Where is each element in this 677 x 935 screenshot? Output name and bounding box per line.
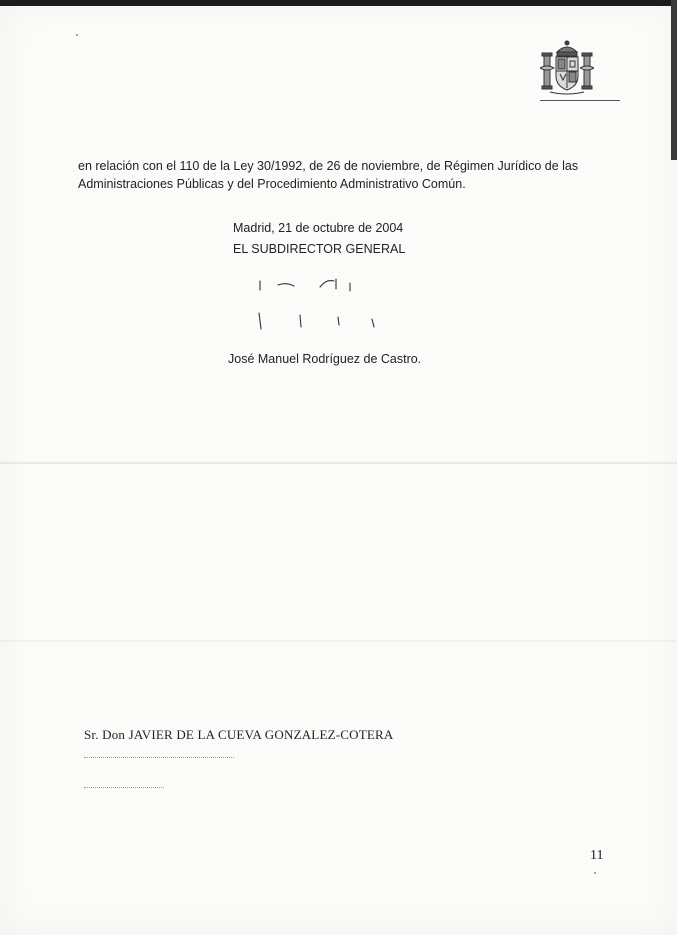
scan-edge-top [0,0,677,6]
scan-streak [0,462,677,464]
page-number: 11 [590,848,604,863]
scan-edge-right [671,0,677,160]
signatory-title: EL SUBDIRECTOR GENERAL [233,242,406,256]
faded-address-line [84,787,164,788]
place-date: Madrid, 21 de octubre de 2004 [233,221,404,235]
signatory-name: José Manuel Rodríguez de Castro. [228,352,422,366]
body-paragraph: en relación con el 110 de la Ley 30/1992, de 26 de noviembre, de Régimen Jurídico de las Administraciones Públicas y del Procedimiento Administrativo Común. [78,159,579,191]
signature [250,275,390,335]
faded-address-line [84,757,234,758]
scan-speck [594,872,596,874]
coat-of-arms-icon [540,38,594,96]
scan-speck [76,34,78,36]
header-rule [540,100,620,101]
addressee: Sr. Don JAVIER DE LA CUEVA GONZALEZ-COTERA [84,727,394,742]
scan-streak [0,640,677,642]
